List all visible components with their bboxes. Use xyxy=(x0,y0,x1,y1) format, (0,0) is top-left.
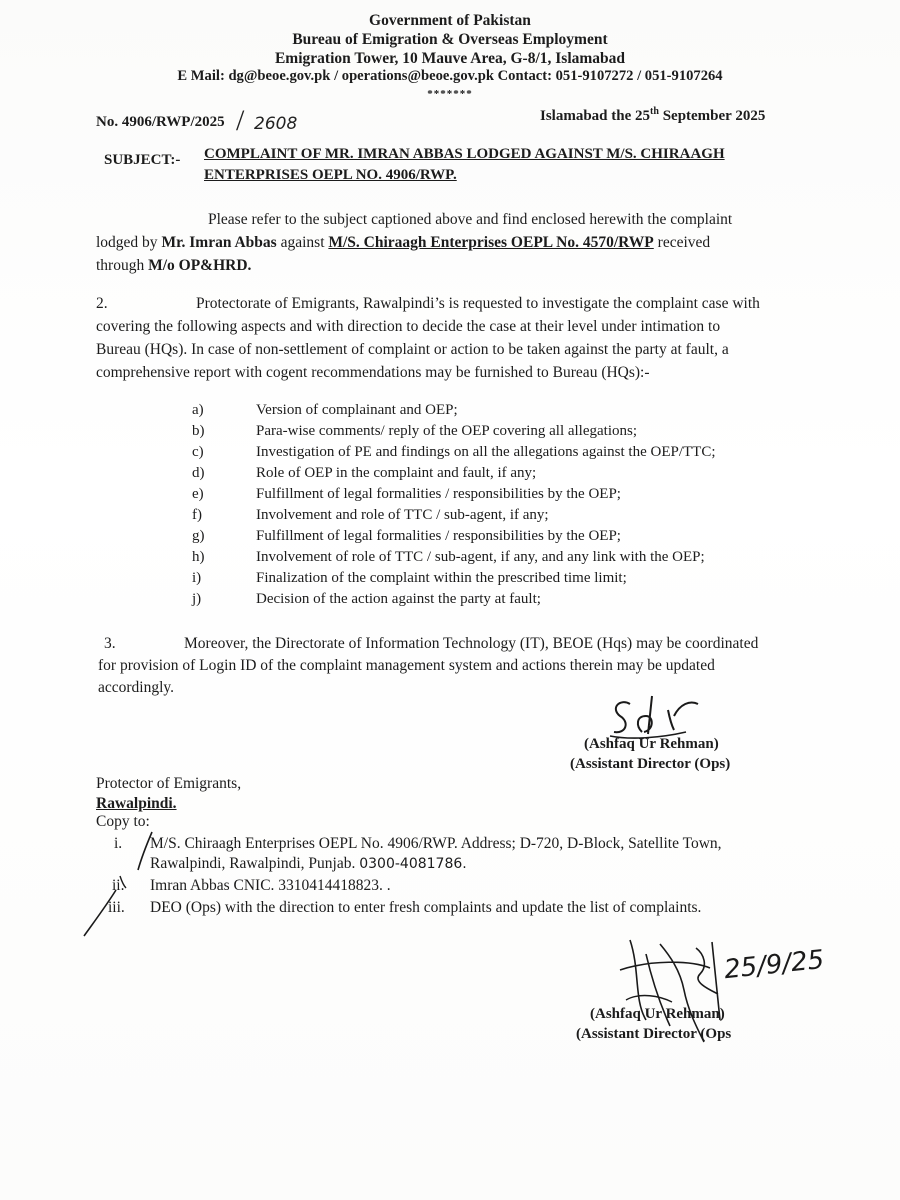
issue-date-suffix-th: th xyxy=(650,106,659,117)
handwritten-diary-number: 2608 xyxy=(254,114,298,134)
pen-check-marks xyxy=(76,826,166,942)
reference-number xyxy=(96,114,225,131)
para2-line-3: Bureau (HQs). In case of non-settlement of complaint or action to be taken against the party at fault, a xyxy=(96,341,729,358)
aspect-letter: g) xyxy=(192,528,205,544)
copy-phone: 0300-4081786. xyxy=(359,856,467,872)
para3-number: 3. xyxy=(104,635,116,652)
aspect-letter: a) xyxy=(192,402,204,418)
aspect-letter: j) xyxy=(192,591,202,607)
issue-date-prefix: Islamabad the 25 xyxy=(540,108,651,124)
para2-line-4: comprehensive report with cogent recommendations may be furnished to Bureau (HQs):- xyxy=(96,364,650,381)
copy-number: iii. xyxy=(108,899,125,916)
aspect-text: Fulfillment of legal formalities / responsibilities by the OEP; xyxy=(256,486,621,502)
copy-recipient: Imran Abbas CNIC. 3310414418823. . xyxy=(150,877,391,894)
aspect-text: Investigation of PE and findings on all the allegations against the OEP/TTC; xyxy=(256,444,716,460)
signatory-name-1: (Ashfaq Ur Rehman) xyxy=(584,736,719,752)
aspect-text: Involvement and role of TTC / sub-agent, if any; xyxy=(256,507,549,523)
para1-received: received xyxy=(653,234,711,251)
header-bureau: Bureau of Emigration & Overseas Employment xyxy=(292,31,608,48)
para3-line-3: accordingly. xyxy=(98,679,175,696)
handwritten-sign-date: 25/9/25 xyxy=(722,944,826,986)
aspect-text: Version of complainant and OEP; xyxy=(256,402,458,418)
aspect-letter: c) xyxy=(192,444,204,460)
signatory-title-1: (Assistant Director (Ops) xyxy=(570,756,731,772)
subject-line-1: COMPLAINT OF MR. IMRAN ABBAS LODGED AGAINST M/S. CHIRAAGH xyxy=(204,146,725,162)
recipient-title: Protector of Emigrants, xyxy=(96,775,242,792)
para1-against: against xyxy=(276,234,329,251)
complainant-name: Mr. Imran Abbas xyxy=(161,234,277,251)
para3-line-1: Moreover, the Directorate of Information Technology (IT), BEOE (Hqs) may be coordinated xyxy=(184,635,759,652)
para2-number: 2. xyxy=(96,295,108,312)
issue-date xyxy=(540,106,765,125)
copy-recipient-line-1: M/S. Chiraagh Enterprises OEPL No. 4906/RWP. Address; D-720, D-Block, Satellite Town, xyxy=(150,835,722,852)
subject-line-2: ENTERPRISES OEPL NO. 4906/RWP. xyxy=(204,167,457,183)
para1-line-1: Please refer to the subject captioned above and find enclosed herewith the complaint xyxy=(208,211,733,228)
aspect-text: Fulfillment of legal formalities / responsibilities by the OEP; xyxy=(256,528,621,544)
aspect-text: Involvement of role of TTC / sub-agent, if any, and any link with the OEP; xyxy=(256,549,705,565)
para2-line-1: Protectorate of Emigrants, Rawalpindi’s is requested to investigate the complaint case with xyxy=(196,295,760,312)
para2-line-2: covering the following aspects and with direction to decide the case at their level under intimation to xyxy=(96,318,721,335)
header-government: Government of Pakistan xyxy=(369,12,531,29)
aspect-letter: e) xyxy=(192,486,204,502)
copy-number: ii. xyxy=(112,877,125,894)
oepl-name: M/S. Chiraagh Enterprises OEPL No. 4570/RWP xyxy=(328,234,654,251)
copy-address-city: Rawalpindi, Rawalpindi, Punjab. xyxy=(150,855,360,872)
aspect-text: Finalization of the complaint within the prescribed time limit; xyxy=(256,570,627,586)
signatory-name-2: (Ashfaq Ur Rehman) xyxy=(590,1006,725,1022)
issue-date-rest: September 2025 xyxy=(658,108,766,124)
aspect-text: Role of OEP in the complaint and fault, if any; xyxy=(256,465,537,481)
header-address: Emigration Tower, 10 Mauve Area, G-8/1, Islamabad xyxy=(274,50,626,67)
header-stars: ******* xyxy=(427,88,473,100)
para1-line-2 xyxy=(96,231,710,254)
copy-to-label: Copy to: xyxy=(96,813,150,830)
subject-label: SUBJECT:- xyxy=(104,152,181,168)
copy-number: i. xyxy=(114,835,123,852)
signatory-title-2: (Assistant Director (Ops xyxy=(576,1026,732,1042)
copy-recipient: DEO (Ops) with the direction to enter fresh complaints and update the list of complaints. xyxy=(150,899,702,916)
para3-line-2: for provision of Login ID of the complaint management system and actions therein may be updated xyxy=(98,657,715,674)
copy-recipient-line-2 xyxy=(150,852,467,876)
para1-through: through xyxy=(96,257,149,274)
ministry-name: M/o OP&HRD. xyxy=(148,257,252,274)
reference-number-text: No. 4906/RWP/2025 xyxy=(96,114,225,130)
aspect-letter: i) xyxy=(192,570,202,586)
aspect-letter: f) xyxy=(192,507,202,523)
aspect-letter: h) xyxy=(192,549,205,565)
para1-line-3 xyxy=(96,254,251,277)
handwritten-slash: / xyxy=(236,104,245,137)
aspect-text: Para-wise comments/ reply of the OEP covering all allegations; xyxy=(256,423,638,439)
recipient-city: Rawalpindi. xyxy=(96,795,177,812)
para1-lodged-by: lodged by xyxy=(96,234,162,251)
header-contact: E Mail: dg@beoe.gov.pk / operations@beoe.gov.pk Contact: 051-9107272 / 051-9107264 xyxy=(177,68,723,84)
aspect-text: Decision of the action against the party at fault; xyxy=(256,591,541,607)
aspect-letter: d) xyxy=(192,465,205,481)
aspect-letter: b) xyxy=(192,423,205,439)
